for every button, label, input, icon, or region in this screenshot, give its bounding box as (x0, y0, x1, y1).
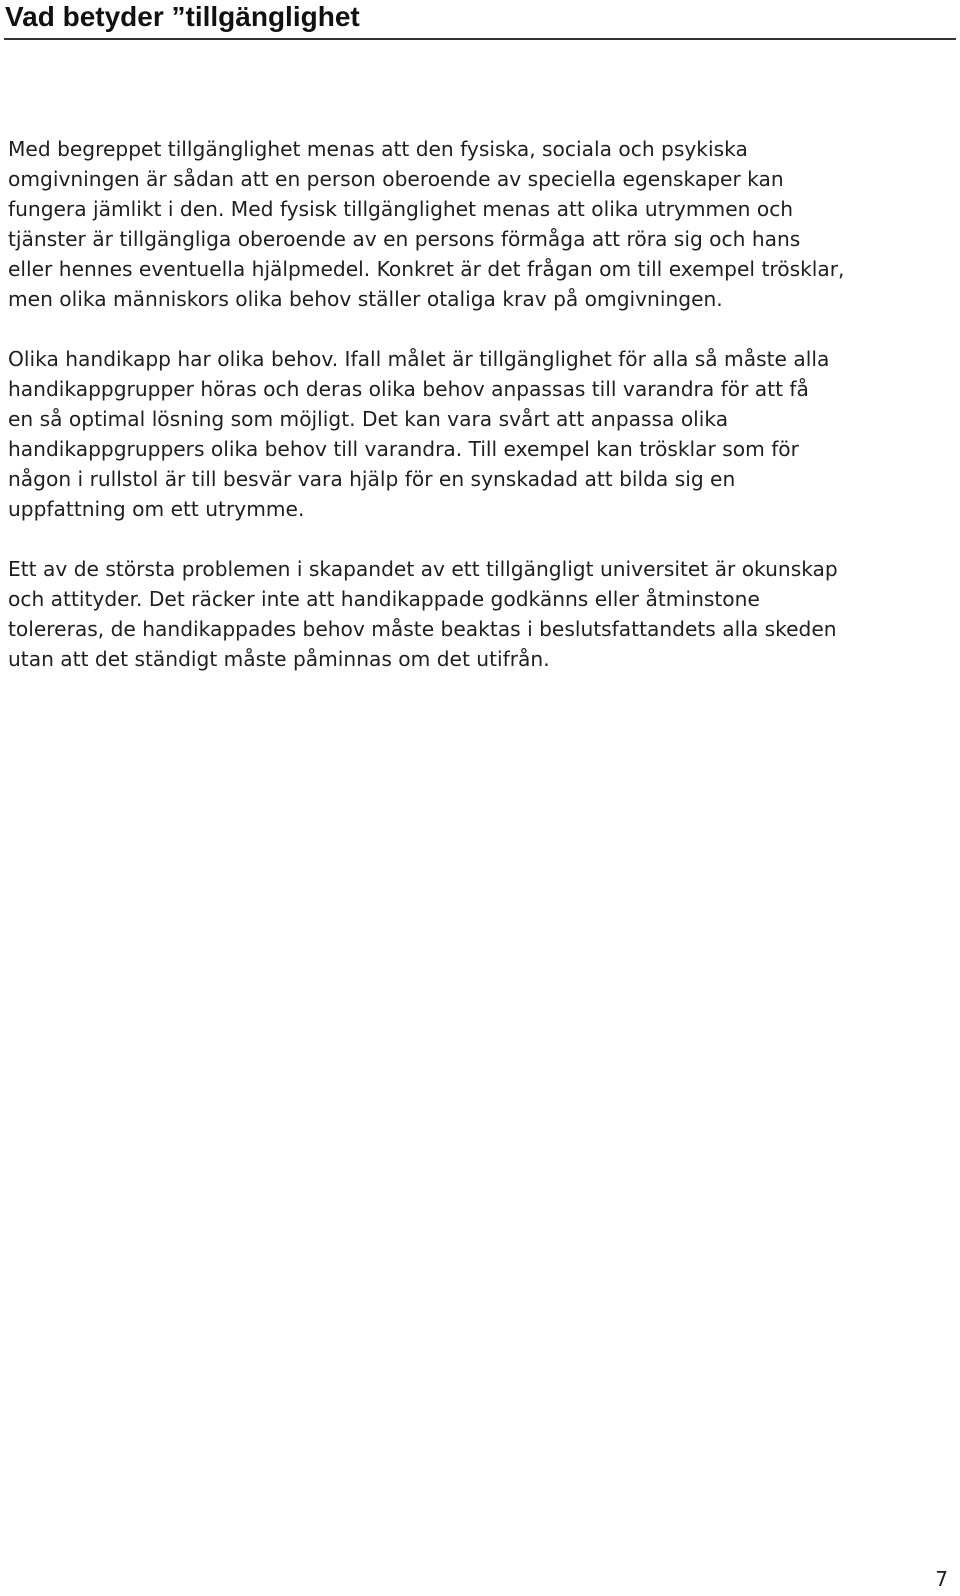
paragraph-definition (8, 134, 844, 314)
text-line: och attityder. Det räcker inte att handikappade godkänns eller åtminstone (8, 587, 760, 611)
text-line: någon i rullstol är till besvär vara hjälp för en synskadad att bilda sig en (8, 467, 736, 491)
text-line: tolereras, de handikappades behov måste beaktas i beslutsfattandets alla skeden (8, 617, 837, 641)
text-line: utan att det ständigt måste påminnas om det utifrån. (8, 647, 550, 671)
text-line: en så optimal lösning som möjligt. Det kan vara svårt att anpassa olika (8, 407, 729, 431)
paragraph-needs (8, 344, 829, 524)
text-line: tjänster är tillgängliga oberoende av en persons förmåga att röra sig och hans (8, 227, 801, 251)
text-line: uppfattning om ett utrymme. (8, 497, 305, 521)
text-line: eller hennes eventuella hjälpmedel. Konkret är det frågan om till exempel trösklar, (8, 257, 845, 281)
text-line: omgivningen är sådan att en person oberoende av speciella egenskaper kan (8, 167, 784, 191)
text-line: Med begreppet tillgänglighet menas att den fysiska, sociala och psykiska (8, 137, 748, 161)
text-line: Ett av de största problemen i skapandet av ett tillgängligt universitet är okunskap (8, 557, 838, 581)
text-line: handikappgrupper höras och deras olika behov anpassas till varandra för att få (8, 377, 809, 401)
text-line: men olika människors olika behov ställer otaliga krav på omgivningen. (8, 287, 723, 311)
text-line: handikappgruppers olika behov till varandra. Till exempel kan trösklar som för (8, 437, 799, 461)
page-title: Vad betyder ”tillgänglighet (5, 1, 360, 32)
title-divider (4, 38, 956, 40)
text-line: fungera jämlikt i den. Med fysisk tillgänglighet menas att olika utrymmen och (8, 197, 794, 221)
page-number: 7 (935, 1567, 948, 1591)
paragraph-attitudes (8, 554, 838, 674)
text-line: Olika handikapp har olika behov. Ifall målet är tillgänglighet för alla så måste alla (8, 347, 830, 371)
